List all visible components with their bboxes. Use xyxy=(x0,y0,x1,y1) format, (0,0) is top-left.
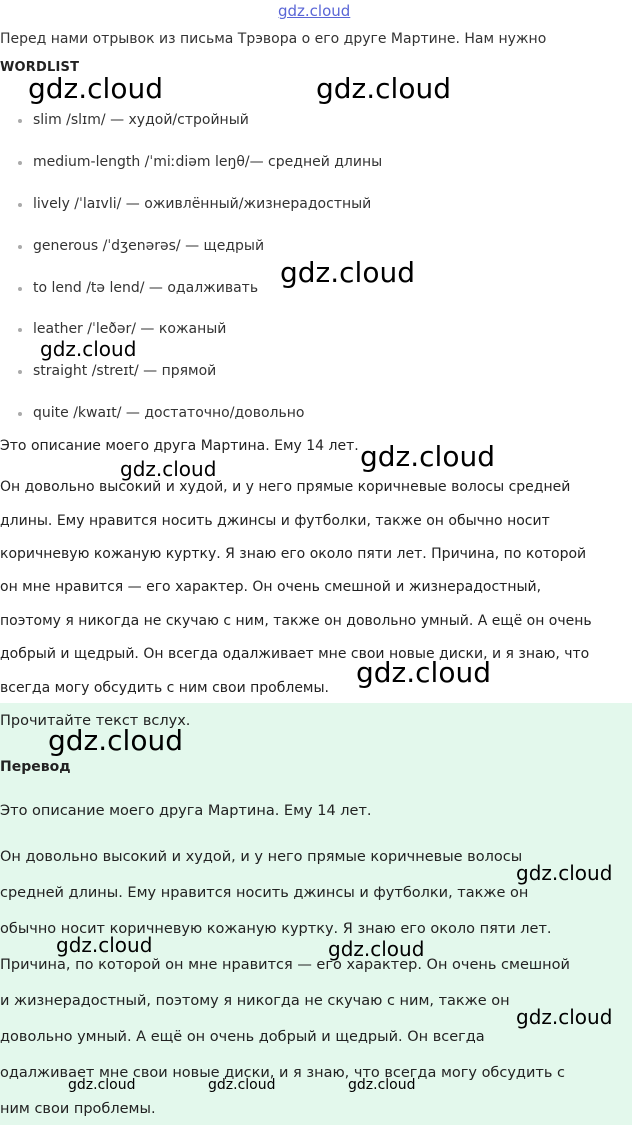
watermark: gdz.cloud xyxy=(348,1077,416,1093)
translation-panel xyxy=(0,703,632,1125)
watermark: gdz.cloud xyxy=(280,256,415,289)
bullet-icon xyxy=(18,245,22,249)
watermark: gdz.cloud xyxy=(208,1077,276,1093)
bullet-icon xyxy=(18,370,22,374)
watermark-top[interactable]: gdz.cloud xyxy=(278,2,351,20)
wordlist-heading: WORDLIST xyxy=(0,60,80,75)
watermark: gdz.cloud xyxy=(316,72,451,105)
text-line: поэтому я никогда не скучаю с ним, также он довольно умный. А ещё он очень xyxy=(0,613,592,629)
bullet-icon xyxy=(18,328,22,332)
intro-text: Перед нами отрывок из письма Трэвора о его друге Мартине. Нам нужно xyxy=(0,31,547,47)
watermark: gdz.cloud xyxy=(48,724,183,757)
text-line: коричневую кожаную куртку. Я знаю его около пяти лет. Причина, по которой xyxy=(0,546,587,562)
bullet-icon xyxy=(18,412,22,416)
watermark: gdz.cloud xyxy=(56,933,153,957)
translation-line: одалживает мне свои новые диски, и я знаю, что всегда могу обсудить с xyxy=(0,1065,565,1081)
bullet-icon xyxy=(18,203,22,207)
task-text: Прочитайте текст вслух. xyxy=(0,713,191,729)
watermark: gdz.cloud xyxy=(516,1005,613,1029)
text-line: Он довольно высокий и худой, и у него прямые коричневые волосы средней xyxy=(0,479,571,495)
watermark: gdz.cloud xyxy=(328,937,425,961)
translation-line: и жизнерадостный, поэтому я никогда не скучаю с ним, также он xyxy=(0,993,510,1009)
text-line: длины. Ему нравится носить джинсы и футболки, также он обычно носит xyxy=(0,513,550,529)
translation-title: Перевод xyxy=(0,759,71,775)
watermark: gdz.cloud xyxy=(120,457,217,481)
bullet-icon xyxy=(18,161,22,165)
watermark: gdz.cloud xyxy=(40,337,137,361)
watermark: gdz.cloud xyxy=(516,861,613,885)
watermark: gdz.cloud xyxy=(360,440,495,473)
translation-line: ним свои проблемы. xyxy=(0,1101,156,1117)
translation-line: средней длины. Ему нравится носить джинсы и футболки, также он xyxy=(0,885,529,901)
watermark: gdz.cloud xyxy=(28,72,163,105)
text-line: он мне нравится — его характер. Он очень смешной и жизнерадостный, xyxy=(0,579,542,595)
translation-line: Это описание моего друга Мартина. Ему 14 лет. xyxy=(0,803,372,819)
bullet-icon xyxy=(18,119,22,123)
text-line: Это описание моего друга Мартина. Ему 14 лет. xyxy=(0,438,359,454)
text-line: всегда могу обсудить с ним свои проблемы. xyxy=(0,680,329,696)
translation-line: довольно умный. А ещё он очень добрый и щедрый. Он всегда xyxy=(0,1029,485,1045)
bullet-icon xyxy=(18,287,22,291)
watermark: gdz.cloud xyxy=(356,656,491,689)
text-line: добрый и щедрый. Он всегда одалживает мне свои новые диски, и я знаю, что xyxy=(0,646,590,662)
translation-line: Причина, по которой он мне нравится — его характер. Он очень смешной xyxy=(0,957,570,973)
translation-line: обычно носит коричневую кожаную куртку. Я знаю его около пяти лет. xyxy=(0,921,552,937)
watermark: gdz.cloud xyxy=(68,1077,136,1093)
translation-line: Он довольно высокий и худой, и у него прямые коричневые волосы xyxy=(0,849,523,865)
